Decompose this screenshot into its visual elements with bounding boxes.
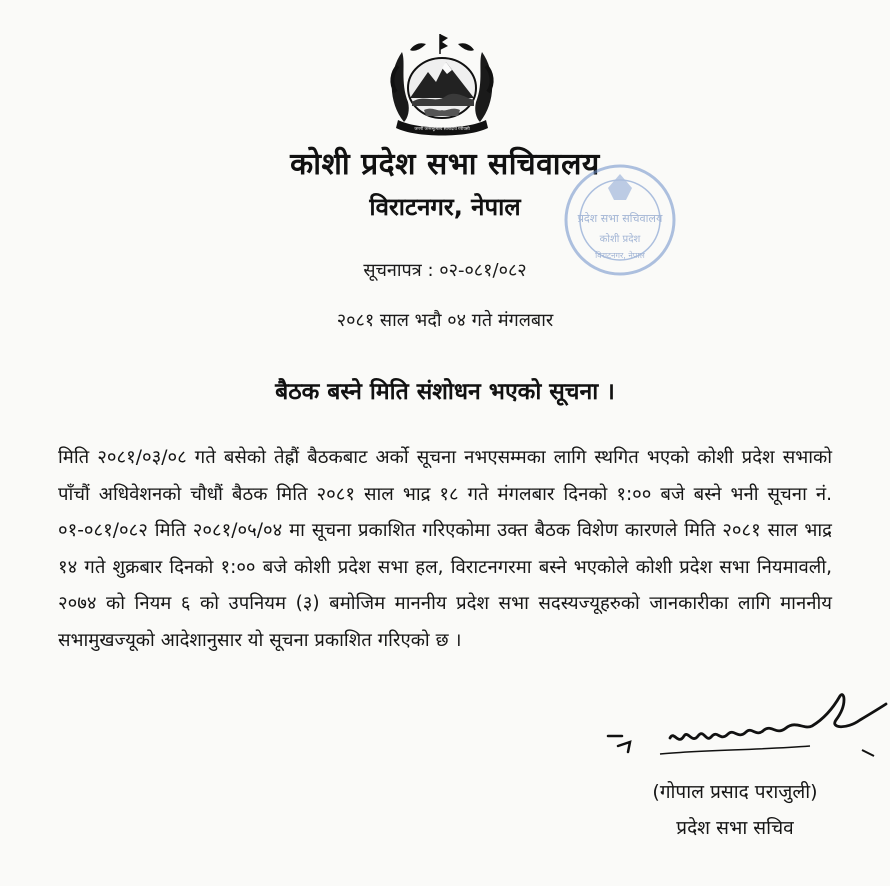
national-emblem-icon [384, 32, 500, 140]
stamp-text-line2: कोशी प्रदेश [599, 234, 641, 245]
office-location: विराटनगर, नेपाल [369, 193, 521, 221]
stamp-text-line3: विराटनगर, नेपाल [595, 251, 645, 260]
stamp-text-line1: प्रदेश सभा सचिवालय [577, 212, 663, 225]
signature-icon [600, 690, 890, 780]
notice-number: सूचनापत्र : ०२-०८१/०८२ [363, 260, 527, 281]
office-name: कोशी प्रदेश सभा सचिवालय [290, 147, 600, 182]
signatory-title: प्रदेश सभा सचिव [676, 817, 794, 839]
signatory-name: (गोपाल प्रसाद पराजुली) [652, 781, 818, 803]
notice-title: बैठक बस्ने मिति संशोधन भएको सूचना । [275, 379, 615, 405]
notice-date: २०८१ साल भदौ ०४ गते मंगलबार [336, 310, 554, 331]
emblem-caption: जननी जन्मभूमिश्च स्वर्गादपि गरीयसी [414, 126, 470, 131]
notice-body: मिति २०८१/०३/०८ गते बसेको तेह्रौं बैठकबाट अर्को सूचना नभएसम्मका लागि स्थगित भएको कोशी प्रदेश सभाको पाँचौं अधिवेशनको चौधौं बैठक मिति २०८१ साल भाद्र १८ गते मंगलबार दिनको १:०० बजे बस्ने भनी सूचना नं. ०१-०८१/०८२ मिति २०८१/०५/०४ मा सूचना प्रकाशित गरिएकोमा उक्त बैठक विशेण कारणले मिति २०८१ साल भाद्र १४ गते शुक्रबार दिनको १:०० बजे कोशी प्रदेश सभा हल, विराटनगरमा बस्ने भएकोले कोशी प्रदेश सभा नियमावली, २०७४ को नियम ६ को उपनियम (३) बमोजिम माननीय प्रदेश सभा सदस्यज्यूहरुको जानकारीका लागि माननीय सभामुखज्यूको आदेशानुसार यो सूचना प्रकाशित गरिएको छ । [58, 447, 832, 651]
